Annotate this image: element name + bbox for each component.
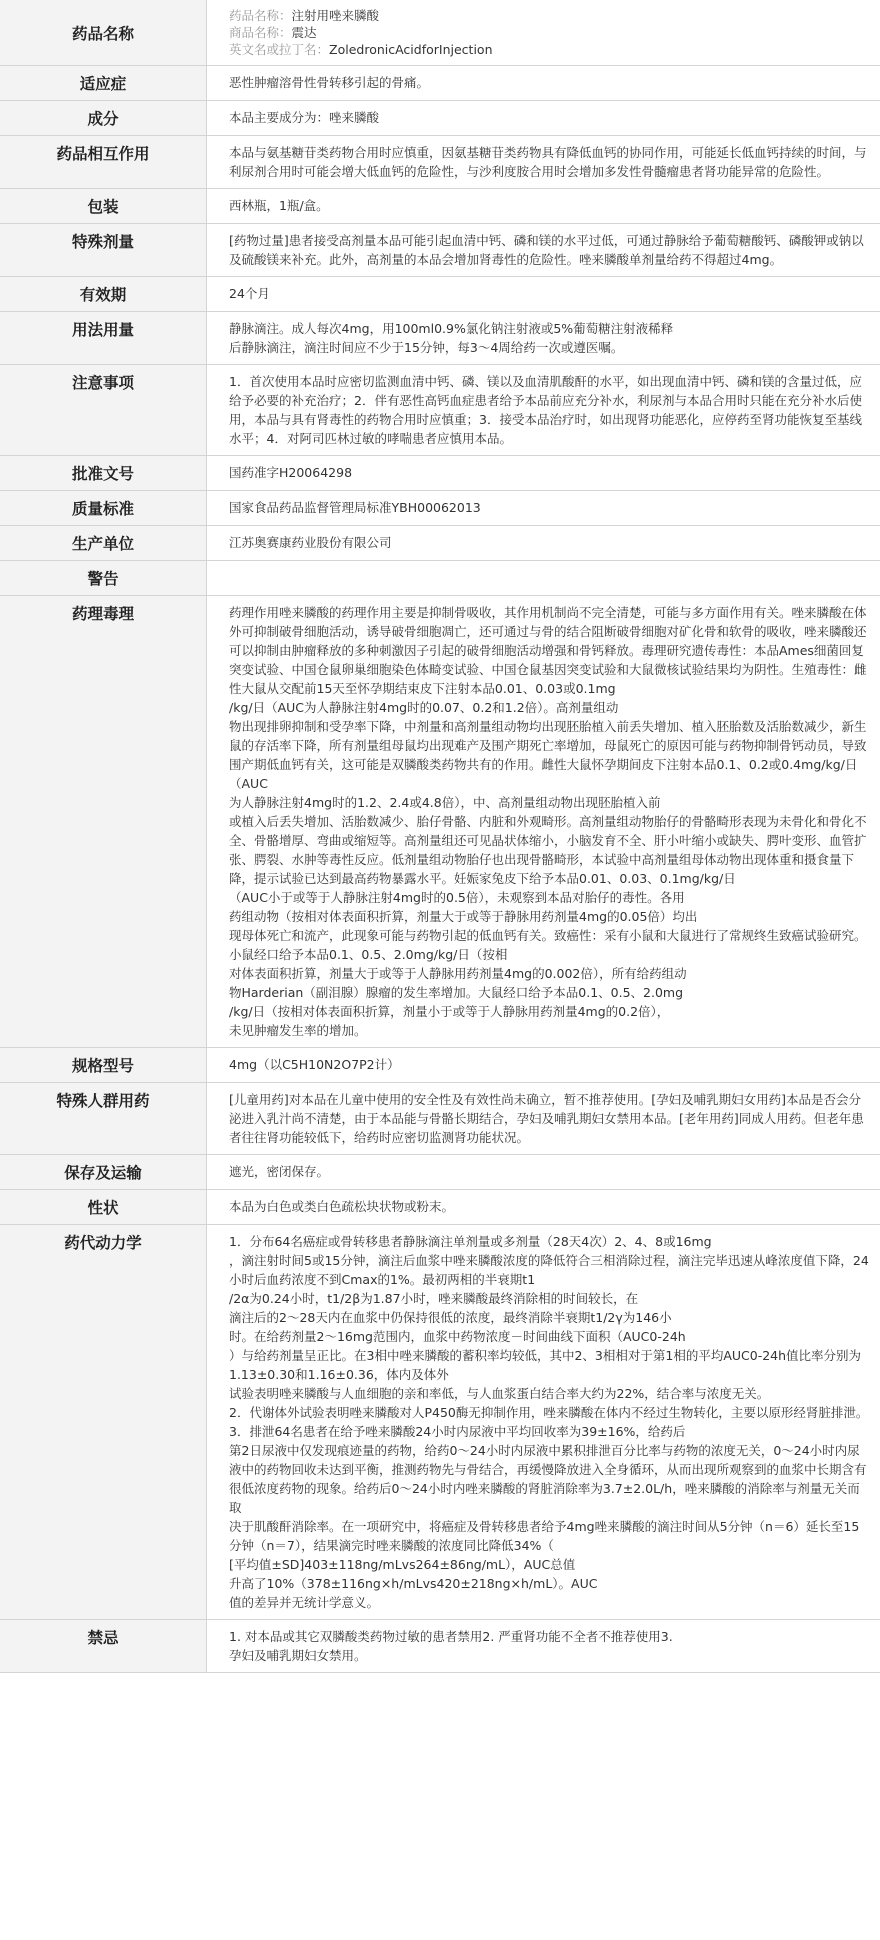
english-name-line: [229, 41, 870, 58]
row-value: 1. 对本品或其它双膦酸类药物过敏的患者禁用2. 严重肾功能不全者不推荐使用3. 孕妇及哺乳期妇女禁用。: [207, 1620, 880, 1673]
spec-row: [0, 1048, 880, 1083]
row-value: [207, 561, 880, 596]
row-label: 药品相互作用: [0, 136, 207, 189]
row-value: 1．首次使用本品时应密切监测血清中钙、磷、镁以及血清肌酸酐的水平，如出现血清中钙、磷和镁的含量过低，应给予必要的补充治疗；2．伴有恶性高钙血症患者给予本品前应充分补水，利尿剂与本品合用时只能在充分补水后使用，本品与具有肾毒性的药物合用时应慎重；3．接受本品治疗时，如出现肾功能恶化，应停药至肾功能恢复至基线水平；4．对阿司匹林过敏的哮喘患者应慎用本品。: [207, 365, 880, 456]
row-label: 药理毒理: [0, 596, 207, 1048]
english-name-key: 英文名或拉丁名：: [229, 42, 330, 57]
row-value: 国药准字H20064298: [207, 456, 880, 491]
row-value: 江苏奥赛康药业股份有限公司: [207, 526, 880, 561]
row-value: [儿童用药]对本品在儿童中使用的安全性及有效性尚未确立，暂不推荐使用。[孕妇及哺乳期妇女用药]本品是否会分泌进入乳汁尚不清楚，由于本品能与骨骼长期结合，孕妇及哺乳期妇女禁用本品。[老年用药]同成人用药。但老年患者往往肾功能较低下，给药时应密切监测肾功能状况。: [207, 1083, 880, 1155]
spec-row: [0, 1190, 880, 1225]
brand-name-key: 商品名称：: [229, 25, 292, 40]
row-label: 适应症: [0, 66, 207, 101]
spec-row: [0, 1083, 880, 1155]
spec-row: [0, 561, 880, 596]
spec-row: [0, 491, 880, 526]
spec-row: [0, 456, 880, 491]
spec-row: [0, 0, 880, 66]
english-name-value: ZoledronicAcidforInjection: [329, 42, 493, 57]
row-label: 质量标准: [0, 491, 207, 526]
row-value: 1．分布64名癌症或骨转移患者静脉滴注单剂量或多剂量（28天4次）2、4、8或16mg ，滴注射时间5或15分钟，滴注后血浆中唑来膦酸浓度的降低符合三相消除过程，滴注完毕迅速从峰浓度值下降，24小时后血药浓度不到Cmax的1%。最初两相的半衰期t1 /2α为0.24小时，t1/2β为1.87小时，唑来膦酸最终消除相的时间较长，在 滴注后的2～28天内在血浆中仍保持很低的浓度，最终消除半衰期t1/2γ为146小 时。在给药剂量2～16mg范围内，血浆中药物浓度－时间曲线下面积（AUC0-24h ）与给药剂量呈正比。在3相中唑来膦酸的蓄积率均较低，其中2、3相相对于第1相的平均AUC0-24h值比率分别为1.13±0.30和1.16±0.36，体内及体外 试验表明唑来膦酸与人血细胞的亲和率低，与人血浆蛋白结合率大约为22%，结合率与浓度无关。 2．代谢体外试验表明唑来膦酸对人P450酶无抑制作用，唑来膦酸在体内不经过生物转化，主要以原形经肾脏排泄。 3．排泄64名患者在给予唑来膦酸24小时内尿液中平均回收率为39±16%，给药后 第2日尿液中仅发现痕迹量的药物，给药0～24小时内尿液中累积排泄百分比率与药物的浓度无关，0～24小时内尿液中的药物回收未达到平衡，推测药物先与骨结合，再缓慢降放进入全身循环，从而出现所观察到的血浆中长期含有很低浓度药物的现象。给药后0～24小时内唑来膦酸的肾脏消除率为3.7±2.0L/h，唑来膦酸的消除率与剂量无关而取 决于肌酸酐消除率。在一项研究中，将癌症及骨转移患者给予4mg唑来膦酸的滴注时间从5分钟（n＝6）延长至15分钟（n＝7），结果滴完时唑来膦酸的浓度同比降低34%（ [平均值±SD]403±118ng/mLvs264±86ng/mL），AUC总值 升高了10%（378±116ng×h/mLvs420±218ng×h/mL）。AUC 值的差异并无统计学意义。: [207, 1225, 880, 1620]
row-value: 药理作用唑来膦酸的药理作用主要是抑制骨吸收，其作用机制尚不完全清楚，可能与多方面作用有关。唑来膦酸在体外可抑制破骨细胞活动，诱导破骨细胞凋亡，还可通过与骨的结合阻断破骨细胞对矿化骨和软骨的吸收，唑来膦酸还可以抑制由肿瘤释放的多种刺激因子引起的破骨细胞活动增强和骨钙释放。毒理研究遗传毒性：本品Ames细菌回复突变试验、中国仓鼠卵巢细胞染色体畸变试验、中国仓鼠基因突变试验和大鼠微核试验结果均为阴性。生殖毒性：雌性大鼠从交配前15天至怀孕期结束皮下注射本品0.01、0.03或0.1mg /kg/日（AUC为人静脉注射4mg时的0.07、0.2和1.2倍）。高剂量组动 物出现排卵抑制和受孕率下降，中剂量和高剂量组动物均出现胚胎植入前丢失增加、植入胚胎数及活胎数减少，新生鼠的存活率下降，所有剂量组母鼠均出现难产及围产期死亡率增加，母鼠死亡的原因可能与药物抑制骨钙动员，导致围产期低血钙有关，这可能是双膦酸类药物共有的作用。雌性大鼠怀孕期间皮下注射本品0.1、0.2或0.4mg/kg/日（AUC 为人静脉注射4mg时的1.2、2.4或4.8倍），中、高剂量组动物出现胚胎植入前 或植入后丢失增加、活胎数减少、胎仔骨骼、内脏和外观畸形。高剂量组动物胎仔的骨骼畸形表现为未骨化和骨化不全、骨骼增厚、弯曲或缩短等。高剂量组还可见晶状体缩小，小脑发育不全、肝小叶缩小或缺失、腭叶变形、血管扩张、腭裂、水肿等毒性反应。低剂量组动物胎仔也出现骨骼畸形，本试验中高剂量组母体动物出现体重和摄食量下降，提示试验已达到最高药物暴露水平。妊娠家兔皮下给予本品0.01、0.03、0.1mg/kg/日 （AUC小于或等于人静脉注射4mg时的0.5倍），未观察到本品对胎仔的毒性。各用 药组动物（按相对体表面积折算，剂量大于或等于静脉用药剂量4mg的0.05倍）均出 现母体死亡和流产，此现象可能与药物引起的低血钙有关。致癌性：采有小鼠和大鼠进行了常规终生致癌试验研究。小鼠经口给予本品0.1、0.5、2.0mg/kg/日（按相 对体表面积折算，剂量大于或等于人静脉用药剂量4mg的0.002倍），所有给药组动 物Harderian（副泪腺）腺瘤的发生率增加。大鼠经口给予本品0.1、0.5、2.0mg /kg/日（按相对体表面积折算，剂量小于或等于人静脉用药剂量4mg的0.2倍）， 未见肿瘤发生率的增加。: [207, 596, 880, 1048]
row-label: 批准文号: [0, 456, 207, 491]
row-label: 用法用量: [0, 312, 207, 365]
row-value: 遮光，密闭保存。: [207, 1155, 880, 1190]
drug-names: [207, 0, 880, 66]
generic-name-value: 注射用唑来膦酸: [291, 8, 380, 23]
row-label: 禁忌: [0, 1620, 207, 1673]
row-value: 恶性肿瘤溶骨性骨转移引起的骨痛。: [207, 66, 880, 101]
row-value: 西林瓶，1瓶/盒。: [207, 189, 880, 224]
generic-name-line: [229, 7, 870, 24]
spec-row: [0, 1620, 880, 1673]
spec-row: [0, 224, 880, 277]
generic-name-key: 药品名称：: [229, 8, 292, 23]
spec-row: [0, 1225, 880, 1620]
spec-row: [0, 189, 880, 224]
row-label: 生产单位: [0, 526, 207, 561]
row-label: 药代动力学: [0, 1225, 207, 1620]
row-label: 包装: [0, 189, 207, 224]
row-value: 24个月: [207, 277, 880, 312]
row-label: 药品名称: [0, 0, 207, 66]
row-value: 本品与氨基糖苷类药物合用时应慎重，因氨基糖苷类药物具有降低血钙的协同作用，可能延长低血钙持续的时间，与利尿剂合用时可能会增大低血钙的危险性，与沙利度胺合用时会增加多发性骨髓瘤患者肾功能异常的危险性。: [207, 136, 880, 189]
spec-row: [0, 101, 880, 136]
row-label: 性状: [0, 1190, 207, 1225]
spec-row: [0, 526, 880, 561]
row-label: 注意事项: [0, 365, 207, 456]
row-value: 静脉滴注。成人每次4mg，用100ml0.9%氯化钠注射液或5%葡萄糖注射液稀释 后静脉滴注，滴注时间应不少于15分钟，每3～4周给药一次或遵医嘱。: [207, 312, 880, 365]
row-label: 规格型号: [0, 1048, 207, 1083]
row-label: 特殊剂量: [0, 224, 207, 277]
row-label: 有效期: [0, 277, 207, 312]
spec-row: [0, 365, 880, 456]
spec-row: [0, 66, 880, 101]
row-value: 本品为白色或类白色疏松块状物或粉末。: [207, 1190, 880, 1225]
row-label: 警告: [0, 561, 207, 596]
row-label: 成分: [0, 101, 207, 136]
spec-row: [0, 596, 880, 1048]
spec-row: [0, 277, 880, 312]
row-value: 本品主要成分为：唑来膦酸: [207, 101, 880, 136]
spec-row: [0, 136, 880, 189]
row-label: 保存及运输: [0, 1155, 207, 1190]
spec-row: [0, 1155, 880, 1190]
spec-row: [0, 312, 880, 365]
row-label: 特殊人群用药: [0, 1083, 207, 1155]
brand-name-value: 震达: [291, 25, 317, 40]
row-value: [药物过量]患者接受高剂量本品可能引起血清中钙、磷和镁的水平过低，可通过静脉给予葡萄糖酸钙、磷酸钾或钠以及硫酸镁来补充。此外，高剂量的本品会增加肾毒性的危险性。唑来膦酸单剂量给药不得超过4mg。: [207, 224, 880, 277]
row-value: 4mg（以C5H10N2O7P2计）: [207, 1048, 880, 1083]
row-value: 国家食品药品监督管理局标准YBH00062013: [207, 491, 880, 526]
brand-name-line: [229, 24, 870, 41]
